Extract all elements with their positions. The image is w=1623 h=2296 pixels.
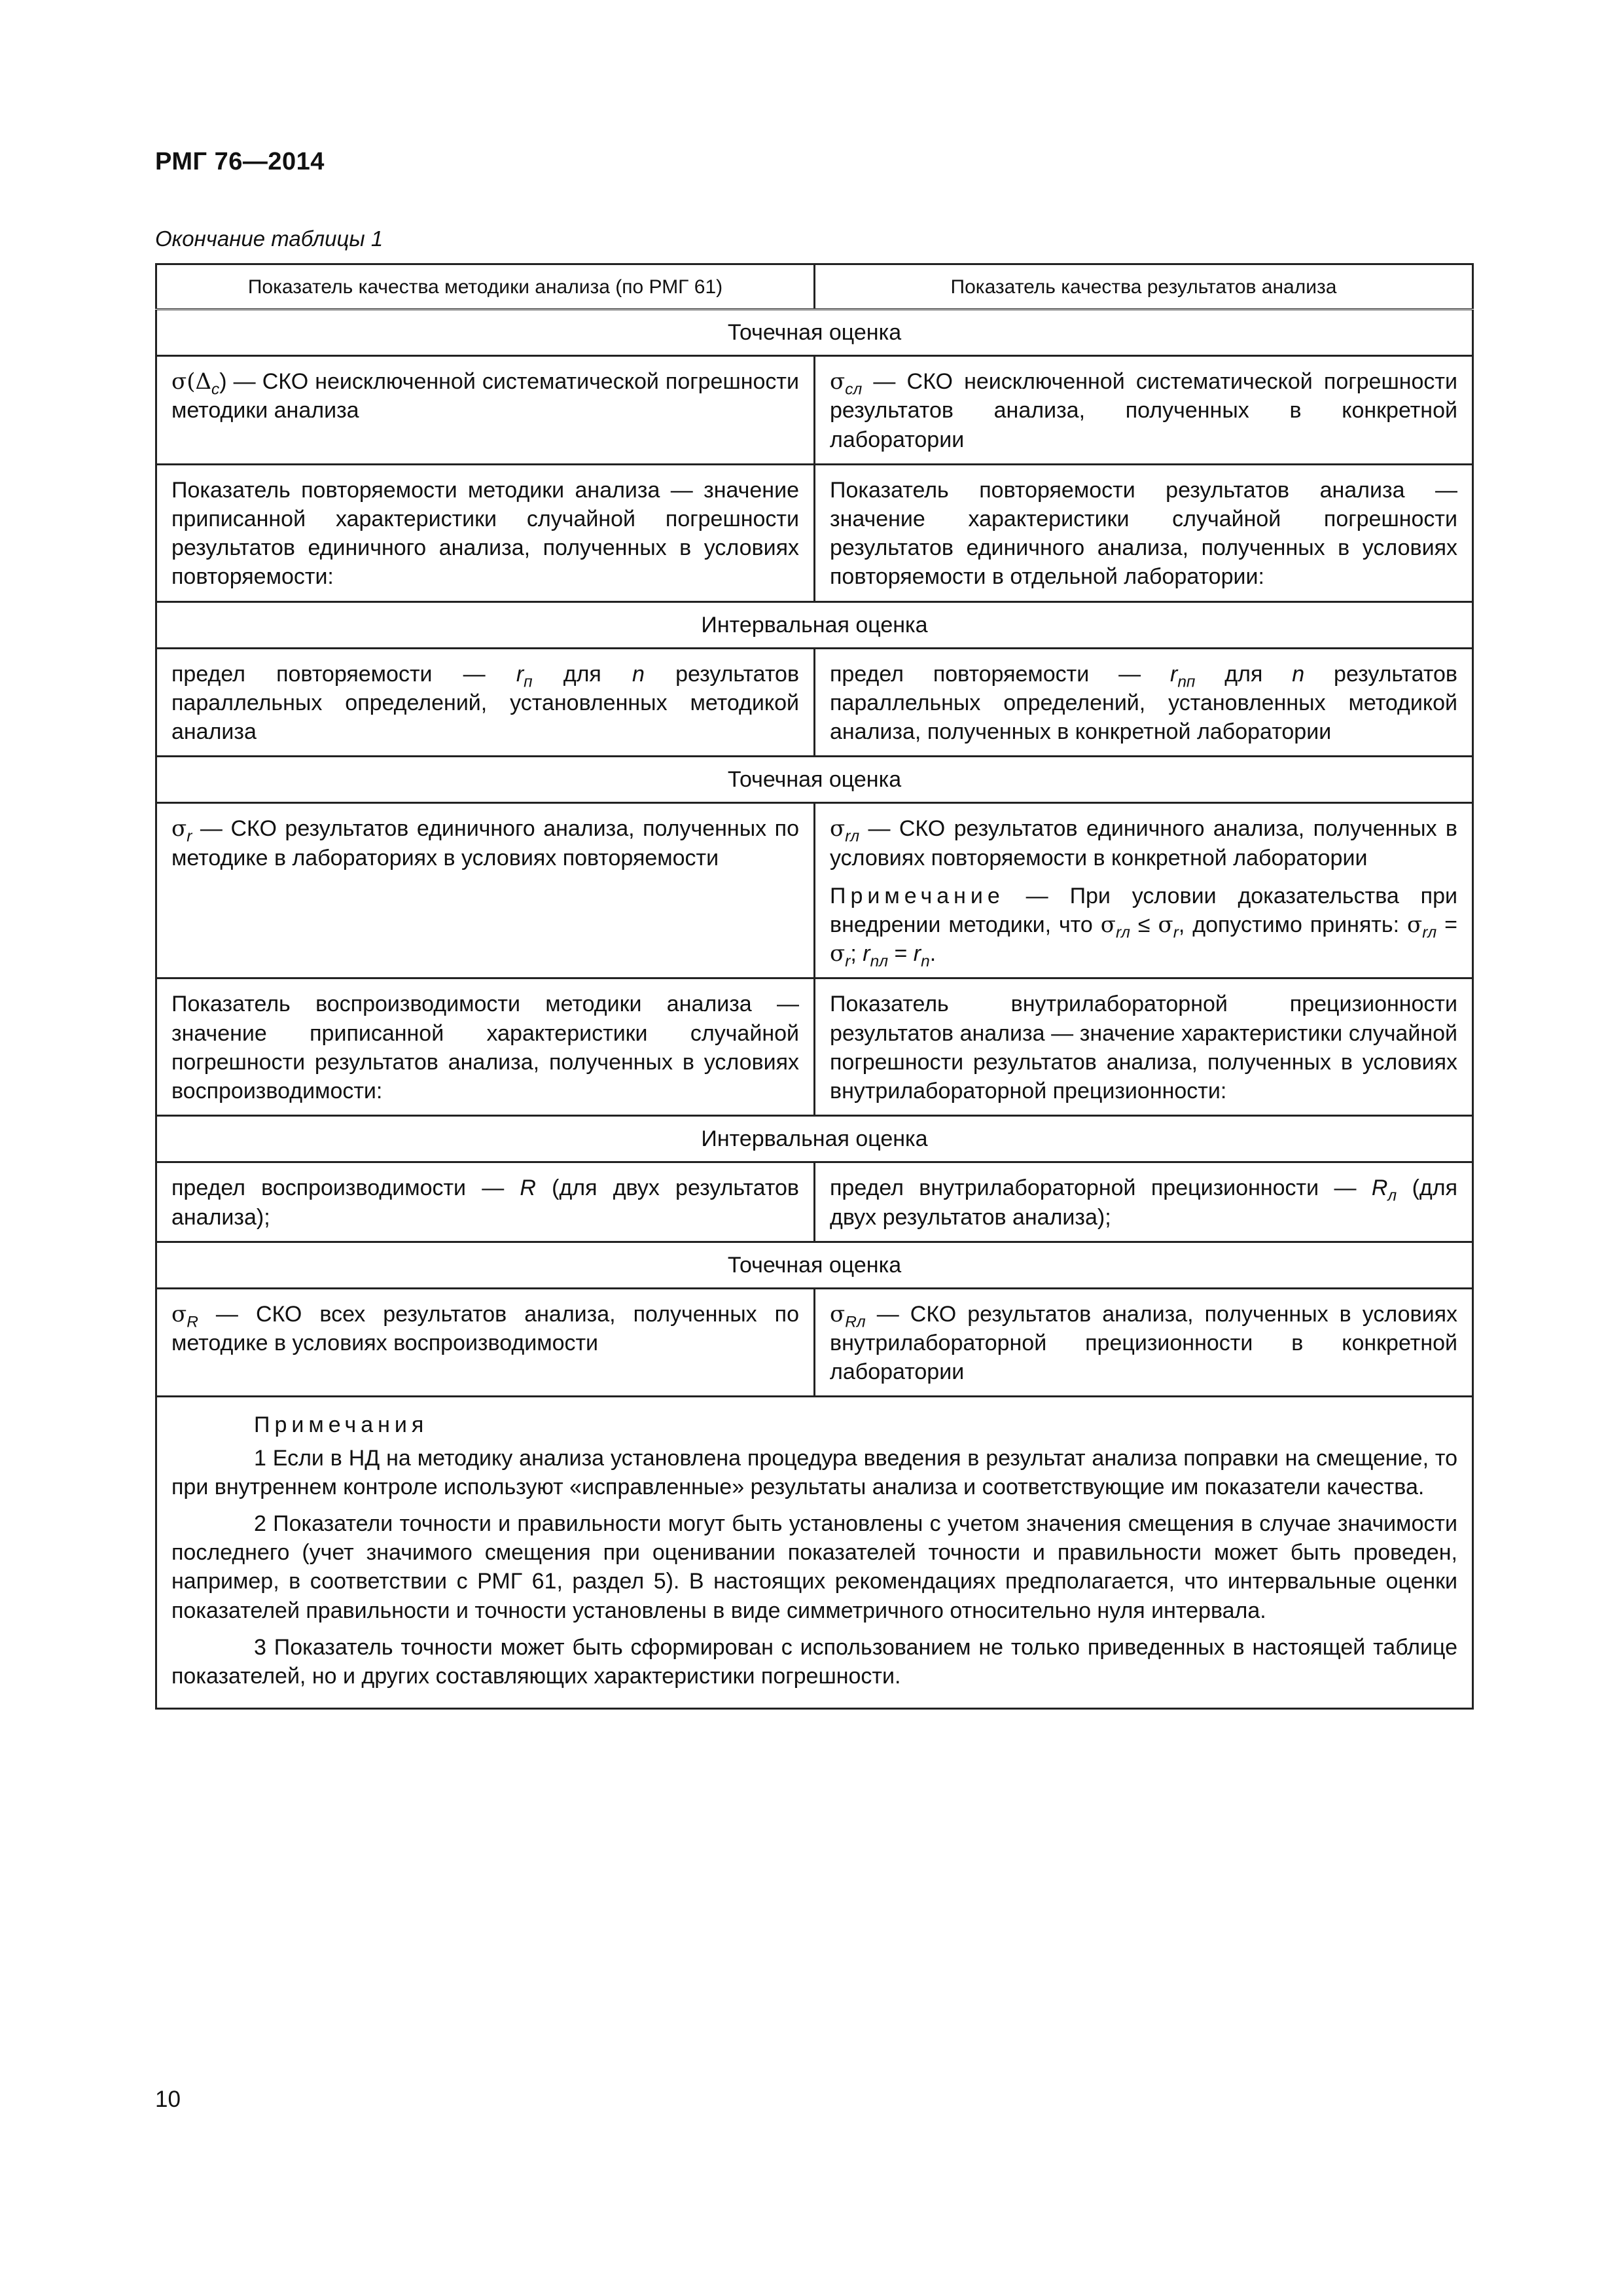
section-row [156, 757, 1473, 803]
section-interval-estimate: Интервальная оценка [156, 601, 1473, 648]
cell-method-reproducibility-sd: $\sigma_R$ — СКО всех результатов анализа, полученных по методике в условиях воспроизводимости [156, 1288, 815, 1397]
cell-method-repeatability-sd: $\sigma_r$ — СКО результатов единичного анализа, полученных по методике в лабораториях в условиях повторяемости [156, 803, 815, 978]
table-notes [156, 1397, 1473, 1709]
cell-results-intralab-sd: $\sigma_{Rл}$ — СКО результатов анализа, полученных в условиях внутрилабораторной прецизионности в конкретной лаборатории [815, 1288, 1473, 1397]
section-row [156, 601, 1473, 648]
cell-results-systematic: $\sigma_{cл}$ — СКО неисключенной систематической погрешности результатов анализа, полученных в конкретной лаборатории [815, 356, 1473, 465]
cell-method-reproducibility: Показатель воспроизводимости методики анализа — значение приписанной характеристики случайной погрешности результатов анализа, полученных в условиях воспроизводимости: [156, 978, 815, 1116]
note-item: 1 Если в НД на методику анализа установлена процедура введения в результат анализа поправки на смещение, то при внутреннем контроле используют «исправленные» результаты анализа и соответствующие им показатели качества. [171, 1445, 1457, 1499]
cell-method-repeatability: Показатель повторяемости методики анализа — значение приписанной характеристики случайной погрешности результатов единичного анализа, полученных в условиях повторяемости: [156, 464, 815, 601]
cell-results-repeatability: Показатель повторяемости результатов анализа — значение характеристики случайной погрешности результатов единичного анализа, полученных в условиях повторяемости в отдельной лаборатории: [815, 464, 1473, 601]
cell-method-systematic: $\sigma(\Delta_c)$ — СКО неисключенной систематической погрешности методики анализа [156, 356, 815, 465]
notes-row [156, 1397, 1473, 1709]
cell-method-reproducibility-limit: предел воспроизводимости — R (для двух результатов анализа); [156, 1162, 815, 1242]
cell-results-repeatability-limit: предел повторяемости — $r_{nп}$ для n результатов параллельных определений, установленных методикой анализа, полученных в конкретной лаборатории [815, 648, 1473, 757]
section-point-estimate: Точечная оценка [156, 1242, 1473, 1288]
document-code: РМГ 76—2014 [155, 148, 325, 175]
cell-results-repeatability-sd: $\sigma_{rл}$ — СКО результатов единичного анализа, полученных в условиях повторяемости в конкретной лаборатории Примечание — При условии доказательства при внедрении методики, что $\sigma_{rл} \le \sigma_r$, допустимо принять: $\sigma_{rл} = \sigma_r$; $r_{nл} = r_n$. [815, 803, 1473, 978]
table-row [156, 356, 1473, 465]
section-row [156, 1242, 1473, 1288]
table-row [156, 978, 1473, 1116]
table-row [156, 464, 1473, 601]
section-point-estimate: Точечная оценка [156, 757, 1473, 803]
section-point-estimate: Точечная оценка [156, 310, 1473, 356]
notes-title: Примечания [254, 1412, 429, 1438]
column-header-method: Показатель качества методики анализа (по РМГ 61) [156, 264, 815, 310]
section-interval-estimate: Интервальная оценка [156, 1116, 1473, 1162]
note-item: 3 Показатель точности может быть сформирован с использованием не только приведенных в настоящей таблице показателей, но и других составляющих характеристики погрешности. [171, 1634, 1457, 1689]
table-header-row [156, 264, 1473, 310]
section-row [156, 310, 1473, 356]
table-caption: Окончание таблицы 1 [155, 226, 383, 251]
column-header-results: Показатель качества результатов анализа [815, 264, 1473, 310]
cell-results-intralab-precision: Показатель внутрилабораторной прецизионности результатов анализа — значение характеристики случайной погрешности результатов анализа, полученных в условиях внутрилабораторной прецизионности: [815, 978, 1473, 1116]
quality-indicators-table [155, 263, 1474, 1710]
table-row [156, 1288, 1473, 1397]
page-number: 10 [155, 2087, 181, 2112]
table-row [156, 803, 1473, 978]
section-row [156, 1116, 1473, 1162]
table-row [156, 648, 1473, 757]
cell-method-repeatability-limit: предел повторяемости — $r_п$ для n результатов параллельных определений, установленных методикой анализа [156, 648, 815, 757]
note-item: 2 Показатели точности и правильности могут быть установлены с учетом значения смещения в случае значимости последнего (учет значимого смещения при оценивании показателей точности и правильности может быть проведен, например, в соответствии с РМГ 61, раздел 5). В настоящих рекомендациях предполагается, что интервальные оценки показателей правильности и точности установлены в виде симметричного относительно нуля интервала. [171, 1511, 1457, 1623]
cell-note: Примечание — При условии доказательства при внедрении методики, что $\sigma_{rл} \le \sigma_r$, допустимо принять: $\sigma_{rл} = \sigma_r$; $r_{nл} = r_n$. [830, 883, 1457, 971]
table-row [156, 1162, 1473, 1242]
cell-results-intralab-limit: предел внутрилабораторной прецизионности — $R_л$ (для двух результатов анализа); [815, 1162, 1473, 1242]
